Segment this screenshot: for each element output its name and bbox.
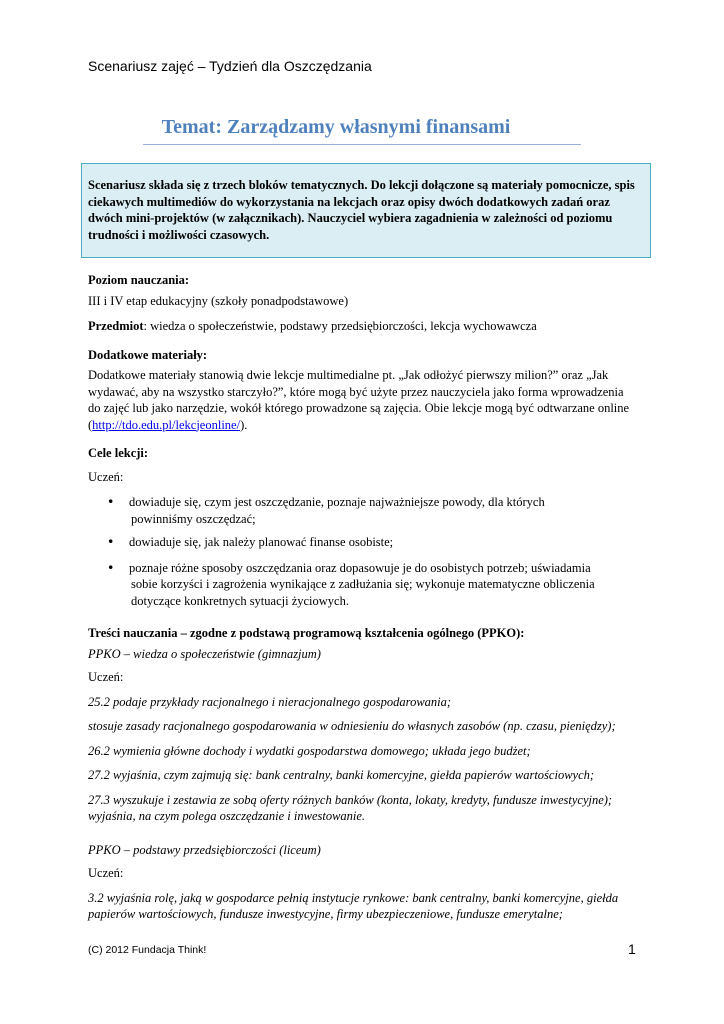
curriculum-item: stosuje zasady racjonalnego gospodarowania w odniesieniu do własnych zasobów (np. czasu, pieniędzy); <box>88 719 616 733</box>
curriculum-item: 25.2 podaje przykłady racjonalnego i nieracjonalnego gospodarowania; <box>88 694 452 709</box>
curriculum-heading: Treści nauczania – zgodne z podstawą programową kształcenia ogólnego (PPKO): <box>88 626 525 640</box>
goal-first-line: dowiaduje się, jak należy planować finanse osobiste; <box>129 535 394 549</box>
bullet-icon: • <box>107 534 115 549</box>
page-number: 1 <box>628 941 636 957</box>
bullet-icon: • <box>107 559 115 575</box>
intro-box-text: Scenariusz składa się z trzech bloków tematycznych. Do lekcji dołączone są materiały pomocnicze, spis ciekawych multimediów do wykorzystania na lekcjach oraz opisy dwóch dodatkowych zadań oraz dwóch mini-projektów (w załącznikach). Nauczyciel wybiera zagadnienia w zależności od poziomu trudności i możliwości czasowych. <box>88 178 635 242</box>
list-item <box>88 560 636 610</box>
curriculum-item: 27.2 wyjaśnia, czym zajmują się: bank centralny, banki komercyjne, giełda papierów wartościowych; <box>88 768 595 782</box>
goals-intro: Uczeń: <box>88 469 124 484</box>
ppko-wos-title: PPKO – wiedza o społeczeństwie (gimnazjum) <box>88 646 321 661</box>
materials-text <box>88 367 636 433</box>
goals-list <box>88 494 636 609</box>
ppko-pp-intro: Uczeń: <box>88 866 124 880</box>
curriculum-item: 3.2 wyjaśnia rolę, jaką w gospodarce pełnią instytucje rynkowe: bank centralny, banki komercyjne, giełda papierów wartościowych, fundusze inwestycyjne, firmy ubezpieczeniowe, fundusze emerytalne; <box>88 890 619 921</box>
materials-text-after: ). <box>240 417 248 432</box>
level-heading: Poziom nauczania: <box>88 273 190 287</box>
goal-first-line: dowiaduje się, czym jest oszczędzanie, poznaje najważniejsze powody, dla których <box>129 495 545 509</box>
page-header: Scenariusz zajęć – Tydzień dla Oszczędzania <box>88 58 372 74</box>
materials-text-before: Dodatkowe materiały stanowią dwie lekcje multimedialne pt. „Jak odłożyć pierwszy milion?” oraz „Jak wydawać, aby na wszystko starczyło?”, które mogą być użyte przez nauczyciela jako forma wprowadzenia do zajęć lub jako narzędzie, wokół którego prowadzone są zajęcia. Obie lekcje mogą być odtwarzane online ( <box>88 368 630 432</box>
document-body <box>88 272 636 923</box>
level-value: III i IV etap edukacyjny (szkoły ponadpodstawowe) <box>88 293 349 308</box>
bullet-icon: • <box>107 494 115 509</box>
goal-first-line: poznaje różne sposoby oszczędzania oraz dopasowuje je do osobistych potrzeb; uświadamia <box>129 560 591 575</box>
goal-continuation: sobie korzyści i zagrożenia wynikające z zadłużania się; wykonuje matematyczne obliczenia dotyczące konkretnych sytuacji życiowych. <box>131 577 595 608</box>
subject-label: Przedmiot <box>88 319 144 333</box>
list-item <box>88 534 636 551</box>
materials-heading: Dodatkowe materiały: <box>88 347 208 362</box>
curriculum-item: 26.2 wymienia główne dochody i wydatki gospodarstwa domowego; układa jego budżet; <box>88 743 531 758</box>
ppko-wos-intro: Uczeń: <box>88 670 124 684</box>
goal-continuation: powinniśmy oszczędzać; <box>131 511 256 526</box>
lessons-online-link[interactable]: http://tdo.edu.pl/lekcjeonline/ <box>92 417 241 432</box>
curriculum-item: 27.3 wyszukuje i zestawia ze sobą oferty różnych banków (konta, lokaty, kredyty, fundusze inwestycyjne); wyjaśnia, na czym polega oszczędzanie i inwestowanie. <box>88 792 613 823</box>
title-underline <box>143 144 581 145</box>
ppko-pp-title: PPKO – podstawy przedsiębiorczości (liceum) <box>88 842 321 857</box>
document-title: Temat: Zarządzamy własnymi finansami <box>161 116 511 138</box>
subject-line <box>88 318 636 335</box>
subject-value: : wiedza o społeczeństwie, podstawy przedsiębiorczości, lekcja wychowawcza <box>143 319 537 333</box>
footer-copyright: (C) 2012 Fundacja Think! <box>88 944 207 956</box>
goals-heading: Cele lekcji: <box>88 446 149 460</box>
list-item <box>88 494 636 527</box>
